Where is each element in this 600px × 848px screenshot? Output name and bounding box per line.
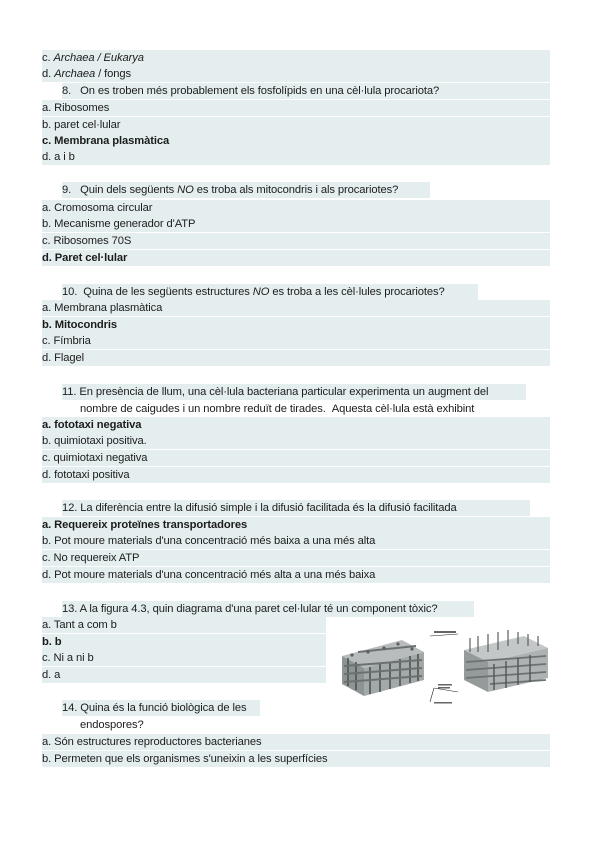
q12-option-d: d. Pot moure materials d'una concentració més alta a una més baixa xyxy=(42,567,550,583)
q9-option-b: b. Mecanisme generador d'ATP xyxy=(42,216,550,232)
q10-option-b: b. Mitocondris xyxy=(42,317,550,333)
q12-option-b: b. Pot moure materials d'una concentració més baixa a una més alta xyxy=(42,533,550,549)
q12-option-a: a. Requereix proteïnes transportadores xyxy=(42,517,550,533)
q11-question-line1: 11. En presència de llum, una cèl·lula bacteriana particular experimenta un augment del xyxy=(62,384,526,400)
q11-option-b: b. quimiotaxi positiva. xyxy=(42,433,550,449)
q8-option-b: b. paret cel·lular xyxy=(42,117,550,133)
q12-option-c: c. No requereix ATP xyxy=(42,550,550,566)
q11-option-c: c. quimiotaxi negativa xyxy=(42,450,550,466)
q9-option-d: d. Paret cel·lular xyxy=(42,250,550,266)
q13-option-a: a. Tant a com b xyxy=(42,617,326,633)
q10-question: 10. Quina de les següents estructures NO es troba a les cèl·lules procariotes? xyxy=(62,284,478,300)
q11-option-d: d. fototaxi positiva xyxy=(42,467,550,483)
q8-option-c: c. Membrana plasmàtica xyxy=(42,133,550,149)
cell-wall-diagram-b xyxy=(464,630,548,692)
q7-option-c: c. Archaea / Eukarya xyxy=(42,50,550,66)
q14-option-b: b. Permeten que els organismes s'uneixin a les superfícies xyxy=(42,751,550,767)
cell-wall-diagram-a xyxy=(342,640,424,696)
q10-option-c: c. Fímbria xyxy=(42,333,550,349)
q10-option-d: d. Flagel xyxy=(42,350,550,366)
q11-option-a: a. fototaxi negativa xyxy=(42,417,550,433)
q10-option-a: a. Membrana plasmàtica xyxy=(42,300,550,316)
q14-question-line1: 14. Quina és la funció biològica de les xyxy=(62,700,260,716)
q9-option-a: a. Cromosoma circular xyxy=(42,200,550,216)
cell-wall-figure xyxy=(338,622,552,714)
q13-question: 13. A la figura 4.3, quin diagrama d'una paret cel·lular té un component tòxic? xyxy=(62,601,474,617)
q11-question-line2: nombre de caigudes i un nombre reduït de tirades. Aquesta cèl·lula està exhibint xyxy=(80,403,475,415)
q13-option-b: b. b xyxy=(42,634,326,650)
q13-option-c: c. Ni a ni b xyxy=(42,650,326,666)
q14-question-line2: endospores? xyxy=(80,719,144,731)
q14-option-a: a. Són estructures reproductores bacterianes xyxy=(42,734,550,750)
q9-question: 9. Quin dels següents NO es troba als mitocondris i als procariotes? xyxy=(62,182,430,198)
q13-option-d: d. a xyxy=(42,667,326,683)
q8-question: 8. On es troben més probablement els fosfolípids en una cèl·lula procariota? xyxy=(62,83,550,99)
q8-option-d: d. a i b xyxy=(42,149,550,165)
q8-option-a: a. Ribosomes xyxy=(42,100,550,116)
q12-question: 12. La diferència entre la difusió simple i la difusió facilitada és la difusió facilitada xyxy=(62,500,530,516)
q9-option-c: c. Ribosomes 70S xyxy=(42,233,550,249)
q7-option-d: d. Archaea / fongs xyxy=(42,66,550,82)
